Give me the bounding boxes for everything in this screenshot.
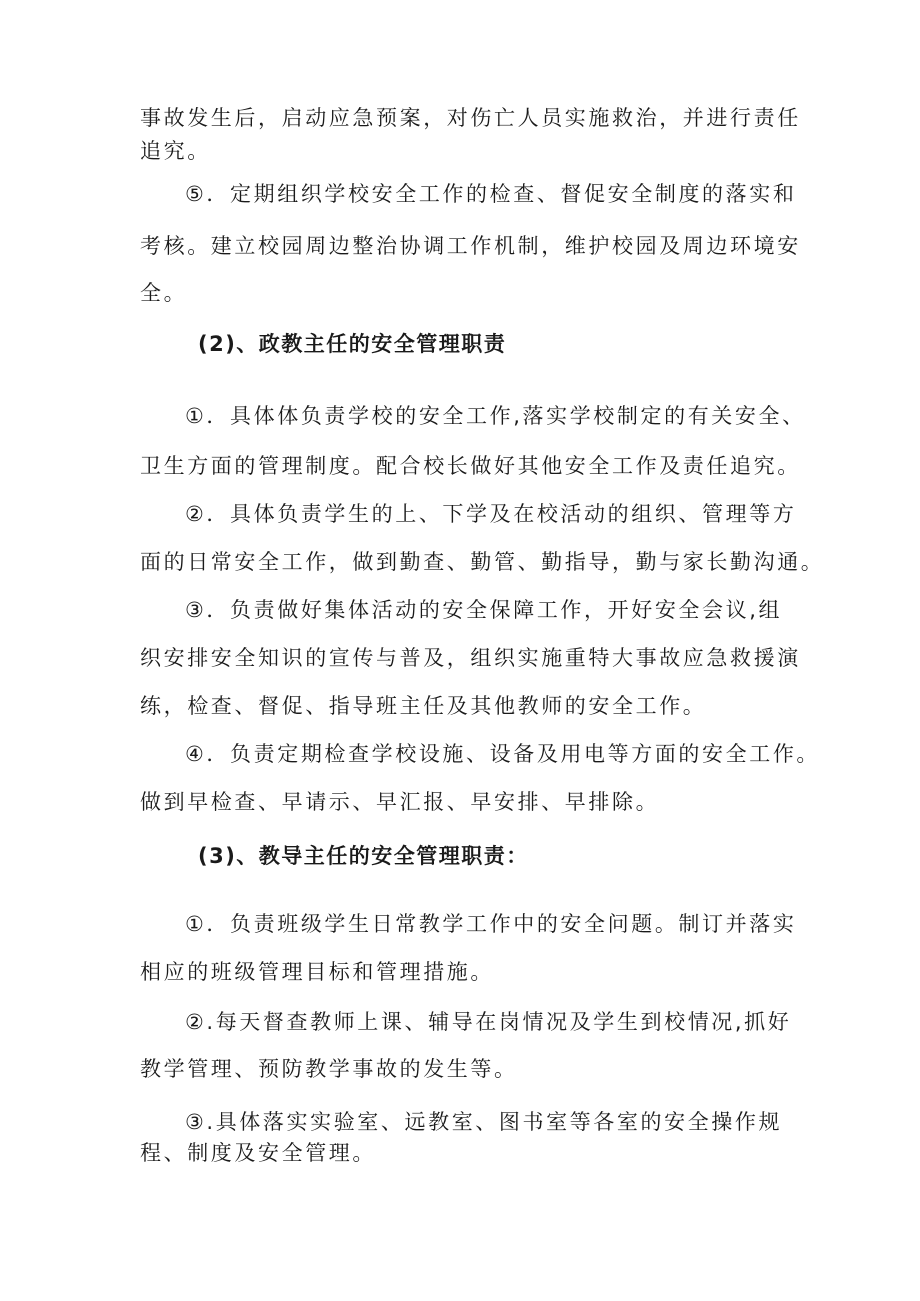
list-item-4-line: 做到早检查、早请示、早汇报、早安排、早排除。 bbox=[140, 790, 660, 814]
list-item-1-line: ①．负责班级学生日常教学工作中的安全问题。制订并落实 bbox=[185, 912, 797, 936]
list-item-1-line: ①．具体体负责学校的安全工作,落实学校制定的有关安全、 bbox=[185, 404, 806, 428]
section-heading-3: (3)、教导主任的安全管理职责： bbox=[198, 844, 529, 868]
list-item-1-line: 卫生方面的管理制度。配合校长做好其他安全工作及责任追究。 bbox=[140, 454, 801, 478]
list-item-3-line: ③．负责做好集体活动的安全保障工作，开好安全会议,组 bbox=[185, 598, 783, 622]
list-item-2-line: ②．具体负责学生的上、下学及在校活动的组织、管理等方 bbox=[185, 502, 797, 526]
paragraph-line: 事故发生后，启动应急预案，对伤亡人员实施救治，并进行责任 bbox=[140, 106, 801, 130]
section-heading-2: (2)、政教主任的安全管理职责 bbox=[198, 332, 507, 356]
list-item-4-line: ④．负责定期检查学校设施、设备及用电等方面的安全工作。 bbox=[185, 742, 821, 766]
list-item-3-line: 织安排安全知识的宣传与普及，组织实施重特大事故应急救援演 bbox=[140, 646, 801, 670]
list-item-2-line: ②.每天督查教师上课、辅导在岗情况及学生到校情况,抓好 bbox=[185, 1010, 792, 1034]
list-item-3-line: 练，检查、督促、指导班主任及其他教师的安全工作。 bbox=[140, 694, 707, 718]
list-item-1-line: 相应的班级管理目标和管理措施。 bbox=[140, 960, 494, 984]
list-item-3-line: 程、制度及安全管理。 bbox=[140, 1141, 376, 1165]
list-item-2-line: 面的日常安全工作，做到勤查、勤管、勤指导，勤与家长勤沟通。 bbox=[140, 550, 825, 574]
list-item-5-line: 全。 bbox=[140, 281, 188, 305]
paragraph-line: 追究。 bbox=[140, 139, 211, 163]
list-item-2-line: 教学管理、预防教学事故的发生等。 bbox=[140, 1057, 518, 1081]
list-item-3-line: ③.具体落实实验室、远教室、图书室等各室的安全操作规 bbox=[185, 1110, 783, 1134]
list-item-5-line: 考核。建立校园周边整治协调工作机制，维护校园及周边环境安 bbox=[140, 234, 801, 258]
list-item-5-line: ⑤．定期组织学校安全工作的检查、督促安全制度的落实和 bbox=[185, 182, 797, 206]
